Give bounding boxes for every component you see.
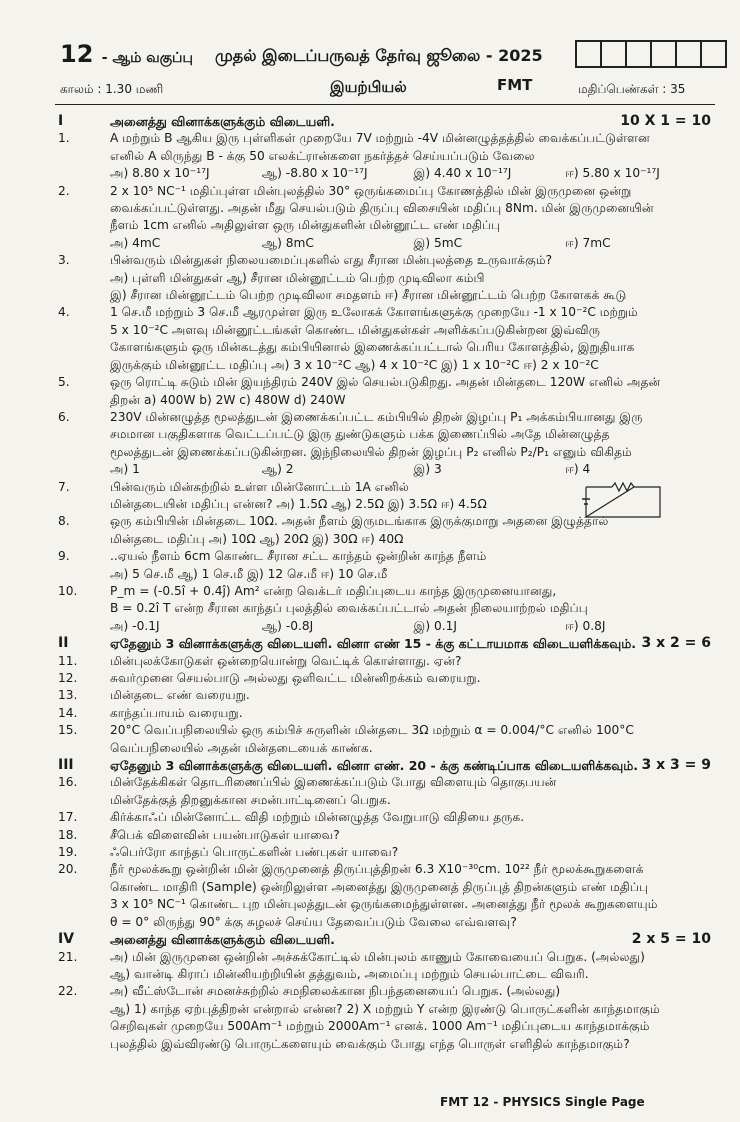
total-marks: மதிப்பெண்கள் : 35 xyxy=(578,82,686,96)
reg-box xyxy=(650,40,677,68)
option: ஈ) 5.80 x 10⁻¹⁷J xyxy=(565,166,660,181)
question-item xyxy=(55,861,717,931)
question-text xyxy=(110,844,717,861)
question-line: மின்தடை மதிப்பு அ) 10Ω ஆ) 20Ω இ) 30Ω ஈ) 40Ω xyxy=(110,531,404,546)
question-number: 1. xyxy=(58,131,70,146)
section-instruction: அனைத்து வினாக்களுக்கும் விடையளி. xyxy=(110,932,335,948)
question-text xyxy=(110,983,717,1053)
question-number: 5. xyxy=(58,375,70,390)
reg-box xyxy=(700,40,727,68)
section-numeral: IV xyxy=(58,931,75,948)
question-line: நீளம் 1cm எனில் அதிலுள்ள ஒரு மின்துகளின் மின்னூட்ட எண் மதிப்பு xyxy=(110,218,501,233)
reg-box xyxy=(600,40,627,68)
question-line: 3 x 10⁵ NC⁻¹ கொண்ட புற மின்புலத்துடன் ஒருங்கமைந்துள்ளன. அனைத்து நீர் மூலக் கூறுகளையும் xyxy=(110,897,658,912)
question-line: 2 x 10⁵ NC⁻¹ மதிப்புள்ள மின்புலத்தில் 30° ஒருங்கமைப்பு கோணத்தில் மின் இருமுனை ஒன்று xyxy=(110,183,632,198)
option: அ) -0.1J xyxy=(110,618,160,633)
question-number: 21. xyxy=(58,949,78,964)
option: ஈ) 7mC xyxy=(565,235,611,250)
question-line: 230V மின்னழுத்த மூலத்துடன் இணைக்கப்பட்ட கம்பியில் திறன் இழப்பு P₁ அக்கம்பியானது இரு xyxy=(110,409,643,424)
section-header xyxy=(55,635,717,652)
question-text xyxy=(110,722,717,757)
question-text xyxy=(110,861,717,931)
question-line: அ) வீட்ஸ்டோன் சமனச்சுற்றில் சமநிலைக்கான நிபந்தனையைப் பெறுக. (அல்லது) xyxy=(110,984,561,999)
question-line: காந்தப்பாயம் வரையறு. xyxy=(110,705,243,720)
option: அ) 8.80 x 10⁻¹⁷J xyxy=(110,166,210,181)
question-number: 4. xyxy=(58,305,70,320)
question-text xyxy=(110,827,717,844)
question-line: இ) சீரான மின்னூட்டம் பெற்ற முடிவிலா சமதளம் ஈ) சீரான மின்னூட்டம் பெற்ற கோளகக் கூடு xyxy=(110,288,627,303)
section-header xyxy=(55,757,717,774)
question-item xyxy=(55,374,717,409)
question-item xyxy=(55,653,717,670)
question-text xyxy=(110,583,717,635)
register-number-boxes xyxy=(577,40,727,68)
question-item xyxy=(55,827,717,844)
standard-label: - ஆம் வகுப்பு xyxy=(101,50,193,66)
question-text xyxy=(110,374,717,409)
reg-box xyxy=(575,40,602,68)
question-text xyxy=(110,130,717,182)
question-number: 3. xyxy=(58,253,70,268)
question-number: 15. xyxy=(58,723,78,738)
question-number: 19. xyxy=(58,845,78,860)
reg-box xyxy=(675,40,702,68)
question-line: இருக்கும் மின்னூட்ட மதிப்பு அ) 3 x 10⁻²C ஆ) 4 x 10⁻²C இ) 1 x 10⁻²C ஈ) 2 x 10⁻²C xyxy=(110,357,599,372)
question-line: கோளங்களும் ஒரு மின்கடத்து கம்பியினால் இணைக்கப்பட்டால் பெரிய கோளத்தில், இறுதியாக xyxy=(110,340,635,355)
section-instruction: ஏதேனும் 3 வினாக்களுக்கு விடையளி. வினா எண். 20 - க்கு கண்டிப்பாக விடையளிக்கவும். xyxy=(110,758,638,774)
section-numeral: II xyxy=(58,635,69,652)
question-line: பின்வரும் மின்சுற்றில் உள்ள மின்னோட்டம் 1A எனில் xyxy=(110,479,409,494)
question-line: ஆ) வான்டி கிராப் மின்னியற்றியின் தத்துவம், அமைப்பு மற்றும் செயல்பாட்டை விவரி. xyxy=(110,966,589,981)
question-line: ..ஏயல் நீளம் 6cm கொண்ட சீரான சட்ட காந்தம் ஒன்றின் காந்த நீளம் xyxy=(110,549,487,564)
question-line: மின்தேக்கிகள் தொடரிணைப்பில் இணைக்கப்படும் போது விளையும் தொகுபயன் xyxy=(110,775,557,790)
section-marks: 3 x 2 = 6 xyxy=(641,635,711,652)
section-header xyxy=(55,931,717,948)
question-text xyxy=(110,252,717,304)
question-item xyxy=(55,409,717,479)
option: இ) 4.40 x 10⁻¹⁷J xyxy=(413,166,512,181)
question-line: புலத்தில் இவ்விரண்டு பொருட்களையும் வைக்கும் போது எந்த பொருள் எளிதில் காந்தமாகும்? xyxy=(110,1036,630,1051)
reg-box xyxy=(625,40,652,68)
exam-time: காலம் : 1.30 மணி xyxy=(60,82,164,96)
question-line: A மற்றும் B ஆகிய இரு புள்ளிகள் முறையே 7V மற்றும் -4V மின்னழுத்தத்தில் வைக்கப்பட்டுள்ளன xyxy=(110,131,650,146)
option: அ) 1 xyxy=(110,462,140,477)
section-marks: 2 x 5 = 10 xyxy=(631,931,711,948)
question-line: ஒரு கம்பியின் மின்தடை 10Ω. அதன் நீளம் இருமடங்காக இருக்குமாறு அதனை இழுத்தால் xyxy=(110,514,609,529)
question-options xyxy=(110,235,717,252)
option: இ) 5mC xyxy=(413,235,463,250)
option: ஈ) 0.8J xyxy=(565,618,606,633)
question-line: பின்வரும் மின்துகள் நிலையமைப்புகளில் எது சீரான மின்புலத்தை உருவாக்கும்? xyxy=(110,253,553,268)
question-line: B = 0.2î T என்ற சீரான காந்தப் புலத்தில் வைக்கப்பட்டால் அதன் நிலையாற்றல் மதிப்பு xyxy=(110,601,588,616)
question-line: P_m = (-0.5î + 0.4ĵ) Am² என்ற வெக்டர் மதிப்புடைய காந்த இருமுனையானது, xyxy=(110,583,557,598)
question-item xyxy=(55,774,717,809)
question-line: அ) மின் இருமுனை ஒன்றின் அச்சுக்கோட்டில் மின்புலம் காணும் கோவையைப் பெறுக. (அல்லது) xyxy=(110,949,645,964)
question-line: செறிவுகள் முறையே 500Am⁻¹ மற்றும் 2000Am⁻¹ எனக். 1000 Am⁻¹ மதிப்புடைய காந்தமாக்கும் xyxy=(110,1019,650,1034)
question-item xyxy=(55,844,717,861)
question-line: திறன் a) 400W b) 2W c) 480W d) 240W xyxy=(110,392,346,407)
option: ஆ) 8mC xyxy=(261,235,314,250)
section-title xyxy=(110,757,717,774)
question-number: 18. xyxy=(58,827,78,842)
section-instruction: ஏதேனும் 3 வினாக்களுக்கு விடையளி. வினா எண் 15 - க்கு கட்டாயமாக விடையளிக்கவும். xyxy=(110,636,636,652)
question-number: 10. xyxy=(58,583,78,598)
question-item xyxy=(55,304,717,374)
question-number: 22. xyxy=(58,984,78,999)
section-instruction: அனைத்து வினாக்களுக்கும் விடையளி. xyxy=(110,114,335,129)
question-number: 17. xyxy=(58,810,78,825)
exam-title: முதல் இடைப்பருவத் தேர்வு ஜூலை - 2025 xyxy=(215,46,543,65)
question-number: 14. xyxy=(58,705,78,720)
question-line: θ = 0° லிருந்து 90° க்கு சுழலச் செய்ய தேவைப்படும் வேலை எவ்வளவு? xyxy=(110,914,517,929)
question-options xyxy=(110,165,717,182)
question-item xyxy=(55,687,717,704)
question-number: 16. xyxy=(58,775,78,790)
question-text xyxy=(110,653,717,670)
question-number: 20. xyxy=(58,862,78,877)
question-number: 2. xyxy=(58,183,70,198)
section-marks: 10 X 1 = 10 xyxy=(620,113,711,129)
standard-number: 12 xyxy=(60,40,94,68)
question-line: எனில் A லிருந்து B - க்கு 50 எலக்ட்ரான்களை நகர்த்தச் செய்யப்படும் வேலை xyxy=(110,148,535,163)
section-numeral: III xyxy=(58,757,74,774)
circuit-diagram xyxy=(582,481,664,523)
question-line: சீபெக் விளைவின் பயன்பாடுகள் யாவை? xyxy=(110,827,340,842)
question-item xyxy=(55,183,717,253)
question-line: கொண்ட மாதிரி (Sample) ஒன்றிலுள்ள அனைத்து இருமுனைத் திருப்புத் திறன்களும் எண் மதிப்பு xyxy=(110,879,649,894)
question-line: மூலத்துடன் இணைக்கப்படுகின்றன. இந்நிலையில் திறன் இழப்பு P₂ எனில் P₂/P₁ எனும் விகிதம் xyxy=(110,444,632,459)
footer-text: FMT 12 - PHYSICS Single Page xyxy=(440,1095,645,1109)
section-header xyxy=(55,113,717,130)
question-line: 20°C வெப்பநிலையில் ஒரு கம்பிச் சுருளின் மின்தடை 3Ω மற்றும் α = 0.004/°C எனில் 100°C xyxy=(110,723,634,738)
question-number: 7. xyxy=(58,479,70,494)
option: ஆ) -0.8J xyxy=(261,618,314,633)
question-number: 11. xyxy=(58,653,78,668)
question-text xyxy=(110,548,717,583)
question-item xyxy=(55,670,717,687)
question-line: 1 செ.மீ மற்றும் 3 செ.மீ ஆரமுள்ள இரு உலோகக் கோளங்களுக்கு முறையே -1 x 10⁻²C மற்றும் xyxy=(110,305,638,320)
question-item xyxy=(55,583,717,635)
question-item xyxy=(55,949,717,984)
question-item xyxy=(55,548,717,583)
question-number: 6. xyxy=(58,409,70,424)
question-text xyxy=(110,183,717,253)
question-text xyxy=(110,409,717,479)
question-line: ஃபெர்ரோ காந்தப் பொருட்களின் பண்புகள் யாவை? xyxy=(110,845,399,860)
question-number: 13. xyxy=(58,688,78,703)
exam-header xyxy=(0,0,740,100)
question-line: ஆ) 1) காந்த ஏற்புத்திறன் என்றால் என்ன? 2) X மற்றும் Y என்ற இரண்டு பொருட்களின் காந்தமாகும் xyxy=(110,1001,660,1016)
question-line: வைக்கப்பட்டுள்ளது. அதன் மீது செயல்படும் திருப்பு விசையின் மதிப்பு 8Nm. மின் இருமுனையின் xyxy=(110,201,654,216)
section-marks: 3 x 3 = 9 xyxy=(641,757,711,774)
question-line: 5 x 10⁻²C அளவு மின்னூட்டங்கள் கொண்ட மின்துகள்கள் அளிக்கப்படுகின்றன இவ்விரு xyxy=(110,322,601,337)
question-number: 9. xyxy=(58,549,70,564)
question-line: ஒரு ரொட்டி சுடும் மின் இயந்திரம் 240V இல் செயல்படுகிறது. அதன் மின்தடை 120W எனில் அதன் xyxy=(110,375,661,390)
question-line: நீர் மூலக்கூறு ஒன்றின் மின் இருமுனைத் திருப்புத்திறன் 6.3 X10⁻³⁰cm. 10²² நீர் மூலக்கூறுகளைக் xyxy=(110,862,644,877)
standard xyxy=(60,40,193,68)
question-line: மின்புலக்கோடுகள் ஒன்றையொன்று வெட்டிக் கொள்ளாது. ஏன்? xyxy=(110,653,462,668)
question-text xyxy=(110,774,717,809)
question-line: கிர்க்காஃப் மின்னோட்ட விதி மற்றும் மின்னழுத்த வேறுபாடு விதியை தருக. xyxy=(110,810,525,825)
question-item xyxy=(55,983,717,1053)
section-title xyxy=(110,635,717,652)
subject-title: இயற்பியல் xyxy=(330,78,407,96)
exam-code: FMT xyxy=(497,76,533,94)
question-line: அ) புள்ளி மின்துகள் ஆ) சீரான மின்னூட்டம் பெற்ற முடிவிலா கம்பி xyxy=(110,270,485,285)
question-text xyxy=(110,687,717,704)
question-number: 8. xyxy=(58,514,70,529)
option: இ) 0.1J xyxy=(413,618,457,633)
question-line: சுவர்முனை செயல்பாடு அல்லது ஒளிவட்ட மின்னிறக்கம் வரையறு. xyxy=(110,671,481,685)
section-title xyxy=(110,931,717,948)
option: இ) 3 xyxy=(413,462,442,477)
question-options xyxy=(110,618,717,635)
header-divider xyxy=(55,104,715,105)
option: ஆ) 2 xyxy=(261,462,294,477)
option: அ) 4mC xyxy=(110,235,161,250)
question-text xyxy=(110,670,717,687)
question-options xyxy=(110,461,717,478)
question-line: மின்தடையின் மதிப்பு என்ன? அ) 1.5Ω ஆ) 2.5Ω இ) 3.5Ω ஈ) 4.5Ω xyxy=(110,496,487,511)
question-line: மின்தேக்குத் திறனுக்கான சமன்பாட்டினைப் பெறுக. xyxy=(110,792,391,807)
question-item xyxy=(55,130,717,182)
question-line: சமமான பகுதிகளாக வெட்டப்பட்டு இரு துண்டுகளும் பக்க இணைப்பில் அதே மின்னழுத்த xyxy=(110,427,610,442)
question-number: 12. xyxy=(58,671,78,685)
question-text xyxy=(110,705,717,722)
section-title xyxy=(110,113,717,130)
question-text xyxy=(110,809,717,826)
question-item xyxy=(55,722,717,757)
question-item xyxy=(55,705,717,722)
question-item xyxy=(55,252,717,304)
question-line: மின்தடை எண் வரையறு. xyxy=(110,688,250,703)
question-line: அ) 5 செ.மீ ஆ) 1 செ.மீ இ) 12 செ.மீ ஈ) 10 செ.மீ xyxy=(110,566,388,581)
question-body xyxy=(55,113,717,1053)
section-numeral: I xyxy=(58,113,64,129)
question-text xyxy=(110,949,717,984)
question-text xyxy=(110,304,717,374)
option: ஆ) -8.80 x 10⁻¹⁷J xyxy=(261,166,368,181)
question-item xyxy=(55,809,717,826)
option: ஈ) 4 xyxy=(565,462,591,477)
question-line: வெப்பநிலையில் அதன் மின்தடையைக் காண்க. xyxy=(110,740,373,755)
